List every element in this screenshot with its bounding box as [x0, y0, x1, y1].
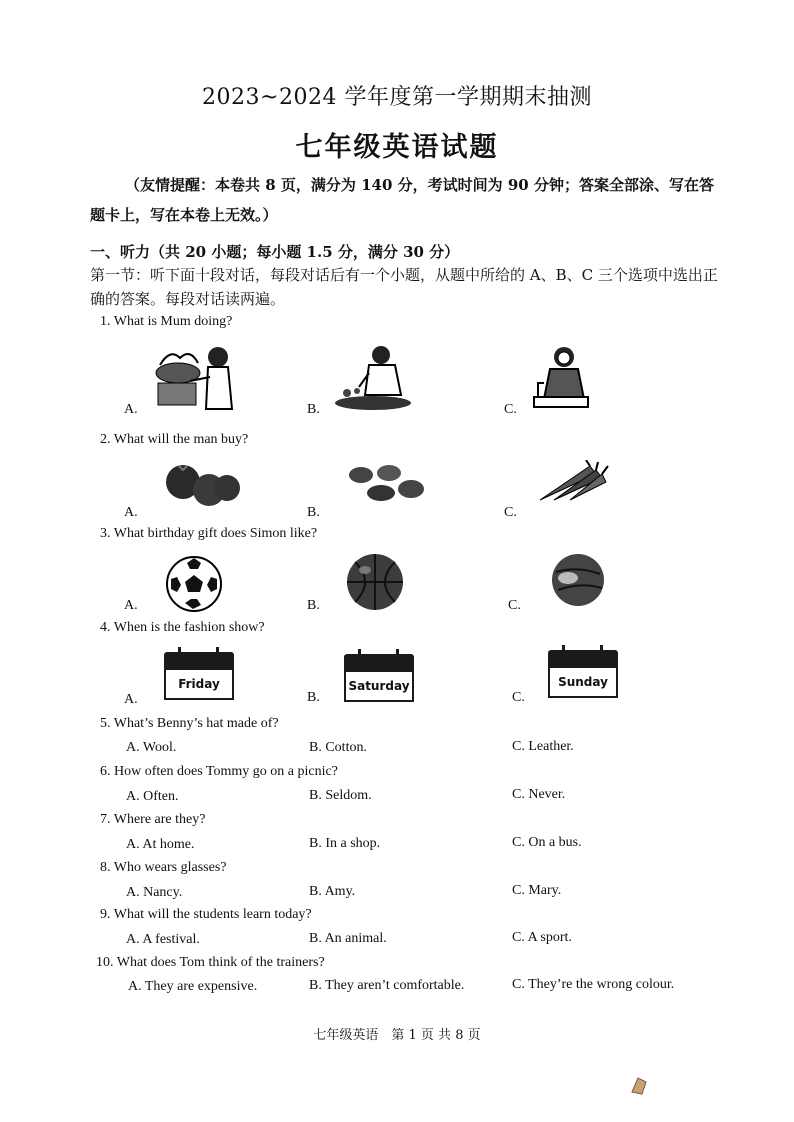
option-a: A. A festival.: [126, 932, 200, 947]
potatoes-icon: [347, 463, 427, 503]
question-6: [100, 764, 338, 780]
question-8: [100, 860, 227, 876]
question-number: 1.: [100, 314, 111, 329]
question-number: 3.: [100, 526, 111, 541]
option-b: B.: [307, 505, 320, 520]
exam-year-title: 2023~2024 学年度第一学期期末抽测: [202, 85, 592, 110]
option-b: B.: [307, 598, 320, 613]
option-c: C.: [512, 690, 525, 705]
calendar-icon-sunday: [548, 650, 618, 700]
question-text: When is the fashion show?: [113, 620, 265, 635]
option-a: A. They are expensive.: [128, 979, 258, 994]
option-c: C. They’re the wrong colour.: [512, 977, 675, 992]
question-number: 9.: [100, 907, 111, 922]
section-heading: 一、听力（共 20 小题；每小题 1.5 分，满分 30 分）: [90, 243, 460, 261]
question-text: What is Mum doing?: [113, 314, 233, 329]
option-b: B. In a shop.: [309, 836, 381, 851]
option-a: A. Often.: [126, 789, 179, 804]
option-b: B. An animal.: [309, 931, 387, 946]
stamp-icon: [628, 1074, 650, 1096]
calendar-day-label: Sunday: [548, 668, 618, 698]
question-number: 6.: [100, 764, 111, 779]
question-text: What birthday gift does Simon like?: [113, 526, 318, 541]
option-c: C. Never.: [512, 787, 566, 802]
option-c: C.: [508, 598, 521, 613]
option-a: A. Nancy.: [126, 885, 183, 900]
washing-woman-icon: [530, 343, 590, 411]
option-b: B. Cotton.: [309, 740, 367, 755]
option-c: C. On a bus.: [512, 835, 582, 850]
question-text: What’s Benny’s hat made of?: [113, 716, 279, 731]
volleyball-icon: [550, 552, 606, 608]
page-footer: 七年级英语 第 1 页 共 8 页: [313, 1028, 481, 1043]
option-a: A. At home.: [126, 837, 195, 852]
calendar-day-label: Friday: [164, 670, 234, 700]
option-b: B. They aren’t comfortable.: [309, 978, 465, 993]
basketball-icon: [345, 552, 405, 612]
question-number: 7.: [100, 812, 111, 827]
option-a: A.: [124, 402, 138, 417]
question-text: Who wears glasses?: [113, 860, 227, 875]
question-number: 2.: [100, 432, 111, 447]
option-b: B. Seldom.: [309, 788, 372, 803]
question-text: Where are they?: [113, 812, 206, 827]
option-a: A.: [124, 598, 138, 613]
question-2: [100, 432, 248, 448]
option-c: C. Mary.: [512, 883, 562, 898]
gardening-woman-icon: [333, 343, 413, 411]
calendar-icon-saturday: [344, 654, 414, 704]
option-c: C. Leather.: [512, 739, 574, 754]
question-10: [96, 955, 325, 971]
question-number: 5.: [100, 716, 111, 731]
question-number: 10.: [96, 955, 114, 970]
option-b: B.: [307, 690, 320, 705]
question-number: 8.: [100, 860, 111, 875]
question-3: [100, 526, 317, 542]
question-number: 4.: [100, 620, 111, 635]
calendar-icon-friday: [164, 652, 234, 702]
question-text: What will the students learn today?: [113, 907, 312, 922]
question-text: What does Tom think of the trainers?: [116, 955, 325, 970]
question-7: [100, 812, 205, 828]
option-b: B. Amy.: [309, 884, 356, 899]
question-5: [100, 716, 279, 732]
question-text: How often does Tommy go on a picnic?: [114, 764, 338, 779]
cooking-woman-icon: [150, 343, 240, 411]
option-a: A. Wool.: [126, 740, 177, 755]
carrots-icon: [530, 460, 610, 504]
option-b: B.: [307, 402, 320, 417]
question-1: [100, 314, 232, 330]
exam-notice: （友情提醒：本卷共 8 页，满分为 140 分，考试时间为 90 分钟；答案全部涂、写在答题卡上，写在本卷上无效。）: [90, 176, 714, 224]
football-icon: [165, 555, 223, 613]
question-4: [100, 620, 265, 636]
exam-main-title: 七年级英语试题: [295, 132, 499, 163]
option-c: C.: [504, 402, 517, 417]
question-text: What will the man buy?: [113, 432, 249, 447]
calendar-day-label: Saturday: [344, 672, 414, 702]
question-9: [100, 907, 312, 923]
tomatoes-icon: [163, 460, 241, 508]
option-a: A.: [124, 505, 138, 520]
option-a: A.: [124, 692, 138, 707]
option-c: C. A sport.: [512, 930, 572, 945]
option-c: C.: [504, 505, 517, 520]
section-instruction: 第一节：听下面十段对话，每段对话后有一个小题，从题中所给的 A、B、C 三个选项中选出正确的答案。每段对话读两遍。: [90, 266, 718, 308]
